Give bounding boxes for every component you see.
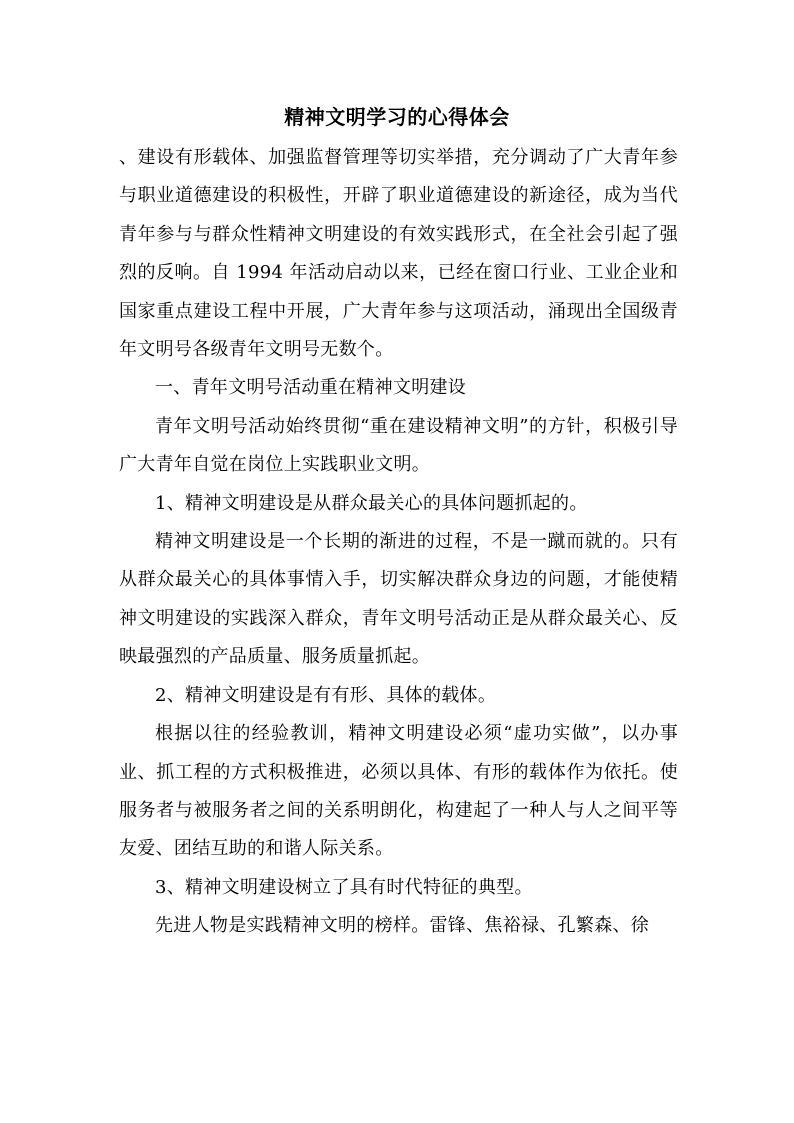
paragraph-continued: 、建设有形载体、加强监督管理等切实举措，充分调动了广大青年参与职业道德建设的积极性，开辟了职业道德建设的新途径，成为当代青年参与与群众性精神文明建设的有效实践形式，在全社会引起了强烈的反响。自 1994 年活动启动以来，已经在窗口行业、工业企业和国家重点建设工程中开展，广大青年参与这项活动，涌现出全国级青年文明号各级青年文明号无数个。 [119, 147, 678, 361]
section-heading-1: 一、青年文明号活动重在精神文明建设 [155, 377, 467, 399]
paragraph: 青年文明号活动始终贯彻“重在建设精神文明”的方针，积极引导广大青年自觉在岗位上实践职业文明。 [119, 415, 678, 476]
subheading-2: 2、精神文明建设是有有形、具体的载体。 [155, 684, 497, 706]
document-title: 精神文明学习的心得体会 [284, 105, 510, 129]
paragraph-truncated: 先进人物是实践精神文明的榜样。雷锋、焦裕禄、孔繁森、徐 [155, 915, 650, 937]
paragraph: 精神文明建设是一个长期的渐进的过程，不是一蹴而就的。只有从群众最关心的具体事情入手，切实解决群众身边的问题，才能使精神文明建设的实践深入群众，青年文明号活动正是从群众最关心、反映最强烈的产品质量、服务质量抓起。 [119, 531, 678, 668]
subheading-3: 3、精神文明建设树立了具有时代特征的典型。 [155, 876, 533, 898]
subheading-1: 1、精神文明建设是从群众最关心的具体问题抓起的。 [155, 492, 588, 514]
paragraph: 根据以往的经验教训，精神文明建设必须“虚功实做”，以办事业、抓工程的方式积极推进，必须以具体、有形的载体作为依托。使服务者与被服务者之间的关系明朗化，构建起了一种人与人之间平等友爱、团结互助的和谐人际关系。 [119, 723, 678, 860]
document-body [119, 139, 678, 946]
